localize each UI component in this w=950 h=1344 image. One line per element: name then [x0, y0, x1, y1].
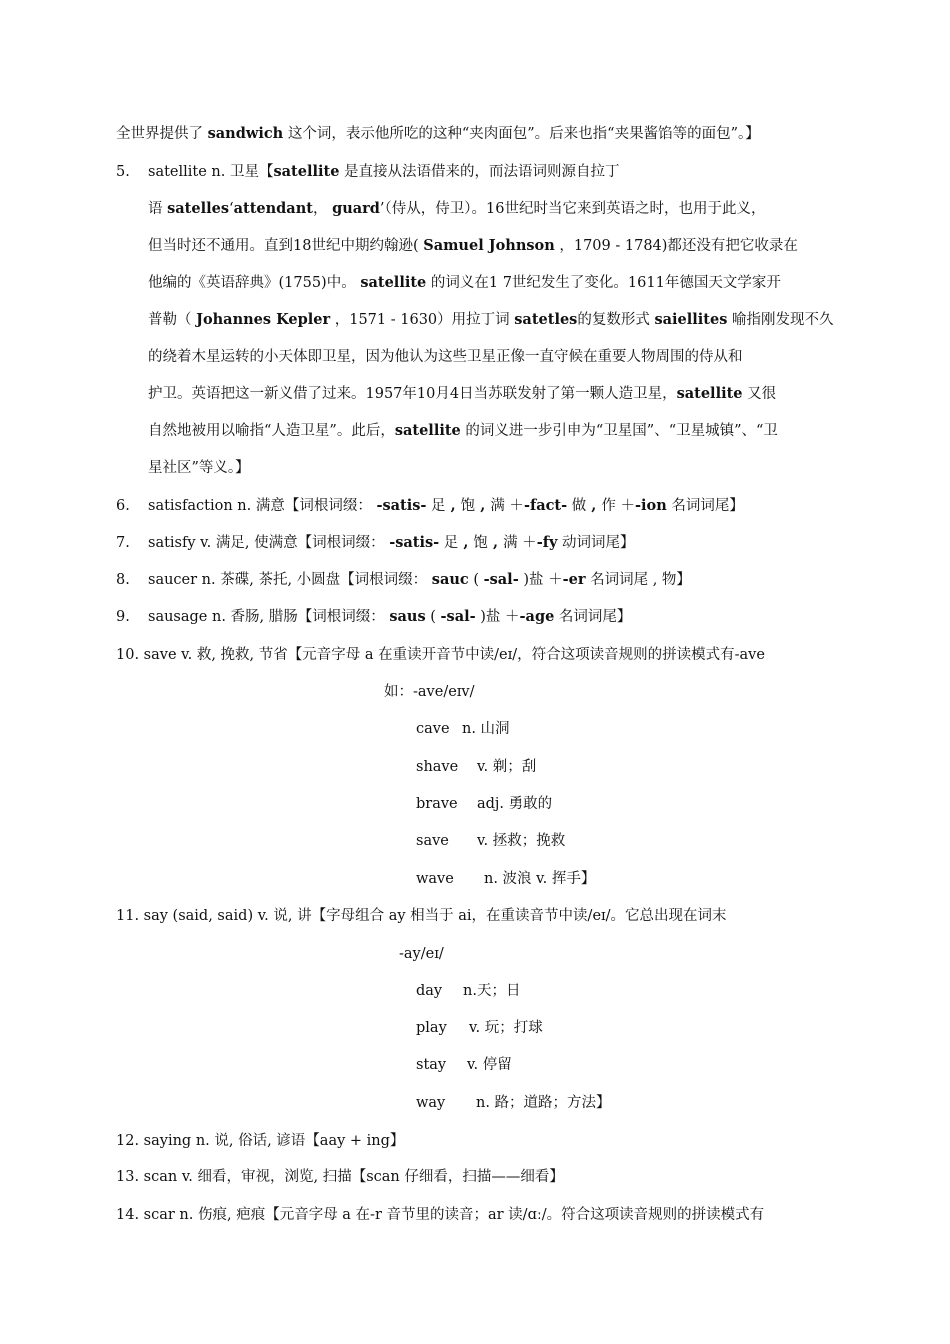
example-definition: n. 山洞: [462, 721, 510, 737]
entry-number-6: 6.: [116, 498, 130, 514]
entry-satellite-line-4: 他编的《英语辞典》(1755)中。 satellite 的词义在1 7世纪发生了变化。1611年德国天文学家开: [148, 274, 781, 291]
entry-scan: 13. scan v. 细看，审视，浏览, 扫描【scan 仔细看，扫描——细看】: [116, 1169, 564, 1185]
entry-say: 11. say (said, said) v. 说, 讲【字母组合 ay 相当于 ai，在重读音节中读/eɪ/。它总出现在词末: [116, 908, 727, 924]
paragraph-sandwich-end: 全世界提供了 sandwich 这个词，表示他所吃的这种“夹肉面包”。后来也指“夹果酱馅等的面包”。】: [116, 125, 760, 142]
example-definition: n.天；日: [463, 983, 521, 999]
entry-satellite-line-8: 自然地被用以喻指“人造卫星”。此后，satellite 的词义进一步引申为“卫星国”、“卫星城镇”、“卫: [148, 422, 778, 439]
entry-number-7: 7.: [116, 535, 130, 551]
entry-satisfaction: satisfaction n. 满意【词根词缀： -satis- 足 , 饱 , 满 ＋-fact- 做 , 作 ＋-ion 名词词尾】: [148, 497, 744, 514]
example-word: day: [416, 983, 443, 999]
example-word: cave: [416, 721, 450, 737]
example-definition: n. 波浪 v. 挥手】: [484, 871, 596, 887]
example-definition: v. 玩；打球: [469, 1020, 543, 1036]
entry-save: 10. save v. 救, 挽救, 节省【元音字母 a 在重读开音节中读/eɪ/，符合这项读音规则的拼读模式有-ave: [116, 647, 765, 663]
example-definition: adj. 勇敢的: [477, 796, 553, 812]
example-definition: v. 剃；刮: [477, 759, 537, 775]
entry-satellite-line-7: 护卫。英语把这一新义借了过来。1957年10月4日当苏联发射了第一颗人造卫星，satellite 又很: [148, 385, 777, 402]
example-definition: n. 路；道路；方法】: [476, 1095, 611, 1111]
example-word: brave: [416, 796, 458, 812]
entry-saying: 12. saying n. 说, 俗话, 谚语【aay + ing】: [116, 1133, 405, 1149]
example-word: wave: [416, 871, 454, 887]
entry-number-5: 5.: [116, 164, 130, 180]
entry-satisfy: satisfy v. 满足, 使满意【词根词缀： -satis- 足 , 饱 , 满 ＋-fy 动词词尾】: [148, 534, 635, 551]
entry-sausage: sausage n. 香肠, 腊肠【词根词缀： saus ( -sal- )盐 ＋-age 名词词尾】: [148, 608, 632, 625]
example-word: save: [416, 833, 449, 849]
entry-saucer: saucer n. 茶碟, 茶托, 小圆盘【词根词缀： sauc ( -sal- )盐 ＋-er 名词词尾 , 物】: [148, 571, 691, 588]
entry-satellite-line-6: 的绕着木星运转的小天体即卫星，因为他认为这些卫星正像一直守候在重要人物周围的侍从和: [148, 349, 743, 365]
entry-satellite-line-1: satellite n. 卫星【satellite 是直接从法语借来的，而法语词则源自拉丁: [148, 163, 620, 180]
entry-number-9: 9.: [116, 609, 130, 625]
entry-satellite-line-9: 星社区”等义。】: [148, 460, 250, 476]
entry-scar: 14. scar n. 伤痕, 疤痕【元音字母 a 在-r 音节里的读音；ar 读/ɑː/。符合这项读音规则的拼读模式有: [116, 1207, 765, 1223]
example-word: way: [416, 1095, 446, 1111]
entry-satellite-line-2: 语 satelles‘attendant， guard’（侍从，侍卫）。16世纪时当它来到英语之时，也用于此义，: [148, 200, 766, 217]
example-definition: v. 停留: [467, 1057, 512, 1073]
entry-number-8: 8.: [116, 572, 130, 588]
entry-say-pattern: -ay/eɪ/: [399, 946, 444, 962]
example-word: stay: [416, 1057, 447, 1073]
example-word: shave: [416, 759, 459, 775]
example-definition: v. 拯救；挽救: [477, 833, 566, 849]
example-word: play: [416, 1020, 447, 1036]
entry-save-pattern: 如：-ave/eɪv/: [384, 684, 475, 700]
entry-satellite-line-3: 但当时还不通用。直到18世纪中期约翰逊( Samuel Johnson ，1709 - 1784)都还没有把它收录在: [148, 237, 798, 254]
entry-satellite-line-5: 普勒（ Johannes Kepler ，1571 - 1630）用拉丁词 satetles的复数形式 saiellites 喻指刚发现不久: [148, 311, 834, 328]
